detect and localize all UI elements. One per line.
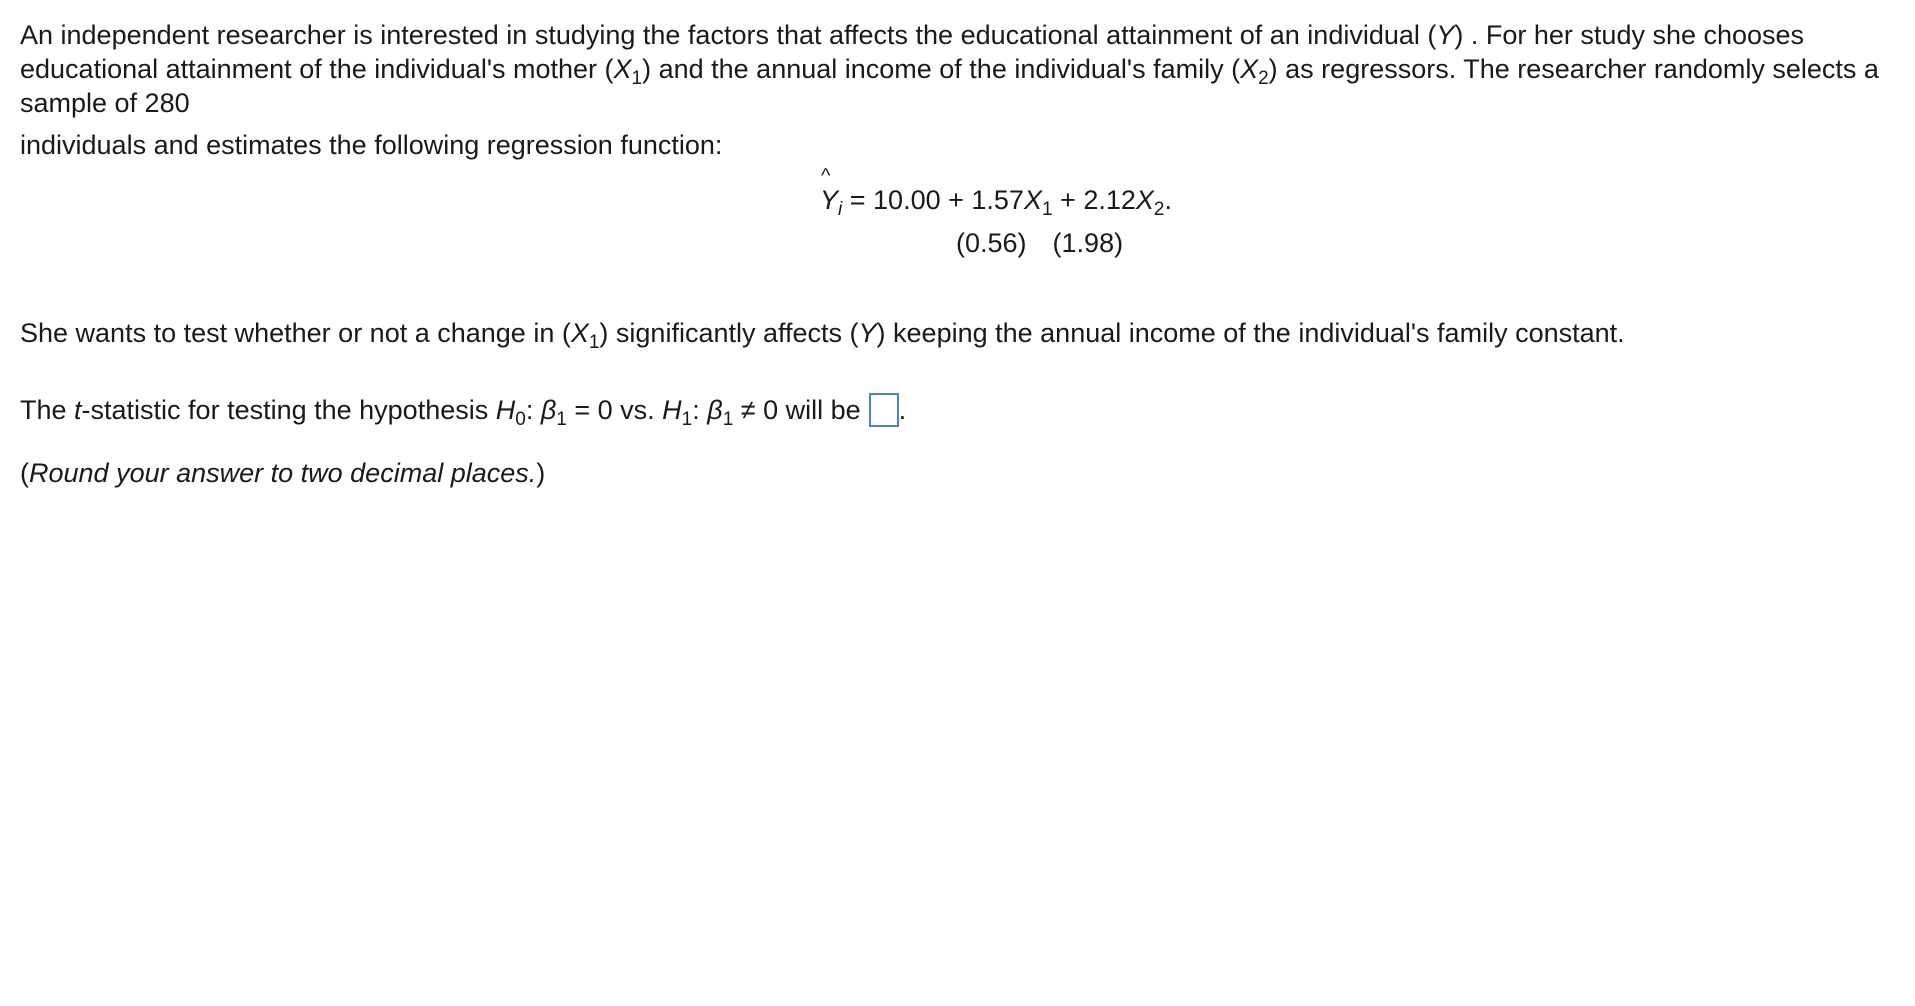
standard-errors [956,226,1123,260]
regression-equation [20,165,1900,282]
intercept: 10.00 [873,185,941,215]
rounding-instruction: (Round your answer to two decimal places.) [20,458,546,488]
question-paragraph: She wants to test whether or not a change in $(X_1)$ significantly affects (Y) keeping the annual income of the individual's family constant. [20,318,1625,353]
intro-paragraph: An independent researcher is interested in studying the factors that affects the educational attainment of an individual (Y) . For her study she chooses educational attainment of the individual's mother $(X_1)$ and the annual income of the individual's family $(X_2)$ as regressors. The researcher randomly selects a sample of 280 individuals and estimates the following regression function: [20,20,1879,160]
y-hat: ^ Y [820,165,839,215]
hat-accent: ^ [821,165,831,187]
question-content [20,18,1900,490]
answer-input[interactable] [869,393,899,427]
coef-x2: 2.12 [1083,185,1136,215]
coef-x1: 1.57 [971,185,1024,215]
se-x1: (0.56) [956,228,1027,258]
equation-main-line: ^ $Y_i = 10.00 + 1.57X_1 + 2.12X_2$. [820,165,1172,220]
se-x2: (1.98) [1052,228,1124,258]
tstat-prompt: The t-statistic for testing the hypothesis $H_0$: $\beta_1 = 0$ vs. $H_1$: $\beta_1 \ne 0$ will be . [20,395,907,430]
